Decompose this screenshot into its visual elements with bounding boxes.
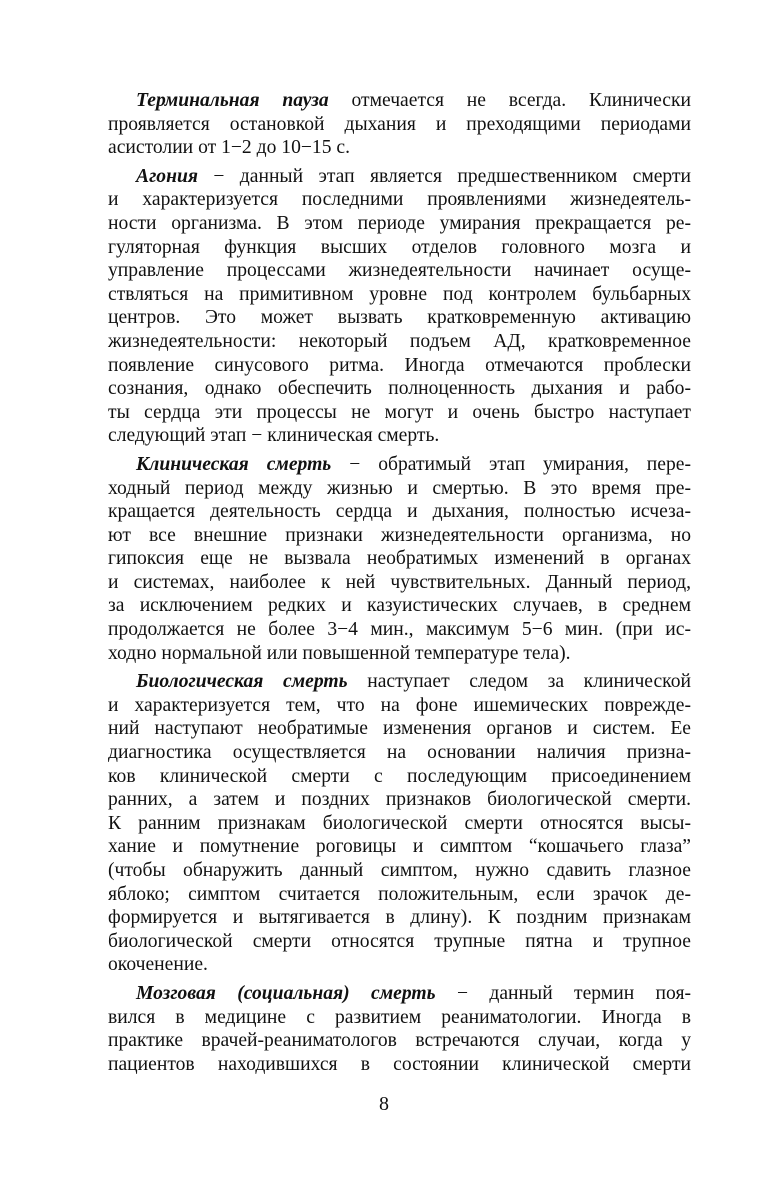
- text-line: яблоко; симптом считается положительным, если зрачок де-: [108, 883, 691, 905]
- text-line: пациентов находившихся в состоянии клинической смерти: [108, 1053, 691, 1075]
- text-line: проявляется остановкой дыхания и преходящими периодами: [108, 113, 691, 135]
- term-terminal-pause: Терминальная пауза: [136, 90, 329, 111]
- text-line: жизнедеятельности: некоторый подъем АД, кратковременное: [108, 330, 691, 352]
- text-line: Терминальная пауза отмечается не всегда. Клинически: [136, 90, 692, 111]
- body-text: [108, 89, 691, 1076]
- text-line: управление процессами жизнедеятельности начинает осуще-: [108, 260, 691, 282]
- paragraph-agony: [108, 165, 691, 448]
- text-line: ранних, а затем и поздних признаков биологической смерти.: [108, 789, 691, 811]
- text-line: центров. Это может вызвать кратковременную активацию: [108, 307, 691, 329]
- text-line: Клиническая смерть − обратимый этап умирания, пере-: [136, 453, 692, 475]
- text-line: кращается деятельность сердца и дыхания, полностью исчеза-: [108, 501, 691, 523]
- text-line: К ранним признакам биологической смерти относятся высы-: [108, 812, 691, 834]
- term-biological-death: Биологическая смерть: [136, 671, 348, 693]
- term-clinical-death: Клиническая смерть: [136, 453, 332, 475]
- text-line: окоченение.: [108, 954, 208, 976]
- term-agony: Агония: [136, 165, 198, 187]
- text-line: продолжается не более 3−4 мин., максимум 5−6 мин. (при ис-: [108, 619, 691, 641]
- text-line: и системах, наиболее к ней чувствительных. Данный период,: [108, 571, 691, 593]
- text-line: ствляться на примитивном уровне под контролем бульбарных: [108, 283, 691, 305]
- text-line: и характеризуется последними проявлениями жизнедеятель-: [108, 189, 691, 211]
- text-line: биологической смерти относятся трупные пятна и трупное: [108, 930, 691, 952]
- paragraph-terminal-pause: [108, 89, 691, 160]
- text-line: ходно нормальной или повышенной температуре тела).: [108, 642, 571, 664]
- text-line: Биологическая смерть наступает следом за клинической: [136, 671, 691, 693]
- text-line: ходный период между жизнью и смертью. В это время пре-: [108, 477, 691, 499]
- text-line: гуляторная функция высших отделов головного мозга и: [108, 236, 691, 258]
- text-line: хание и помутнение роговицы и симптом “кошачьего глаза”: [108, 836, 691, 858]
- paragraph-biological-death: [108, 670, 691, 977]
- paragraph-clinical-death: [108, 453, 691, 665]
- text-line: и характеризуется тем, что на фоне ишемических поврежде-: [108, 694, 691, 716]
- text-line: (чтобы обнаружить данный симптом, нужно сдавить глазное: [108, 860, 691, 881]
- page-number: 8: [379, 1093, 389, 1115]
- text-line: вился в медицине с развитием реаниматологии. Иногда в: [108, 1006, 691, 1028]
- text-line: ков клинической смерти с последующим присоединением: [108, 765, 691, 787]
- text-line: формируется и вытягивается в длину). К поздним признакам: [108, 907, 691, 929]
- paragraph-brain-death: [108, 982, 691, 1076]
- text-line: ности организма. В этом периоде умирания прекращается ре-: [108, 212, 691, 234]
- text-line: ты сердца эти процессы не могут и очень быстро наступает: [108, 401, 691, 423]
- text-line: ют все внешние признаки жизнедеятельности организма, но: [108, 524, 691, 546]
- text-line: ний наступают необратимые изменения органов и систем. Ее: [108, 718, 691, 740]
- text-line: гипоксия еще не вызвала необратимых изменений в органах: [108, 548, 691, 570]
- text-line: Мозговая (социальная) смерть − данный термин поя-: [136, 982, 691, 1004]
- text-line: за исключением редких и казуистических случаев, в среднем: [108, 595, 691, 617]
- text-line: следующий этап − клиническая смерть.: [108, 425, 440, 447]
- term-brain-death: Мозговая (социальная) смерть: [136, 982, 436, 1004]
- text-line: сознания, однако обеспечить полноценность дыхания и рабо-: [108, 378, 691, 400]
- text-line: практике врачей-реаниматологов встречаются случаи, когда у: [108, 1030, 691, 1052]
- text-line: асистолии от 1−2 до 10−15 с.: [108, 137, 351, 159]
- text-line: появление синусового ритма. Иногда отмечаются проблески: [108, 354, 691, 376]
- text-line: диагностика осуществляется на основании наличия призна-: [108, 742, 691, 764]
- text-line: Агония − данный этап является предшественником смерти: [136, 165, 691, 187]
